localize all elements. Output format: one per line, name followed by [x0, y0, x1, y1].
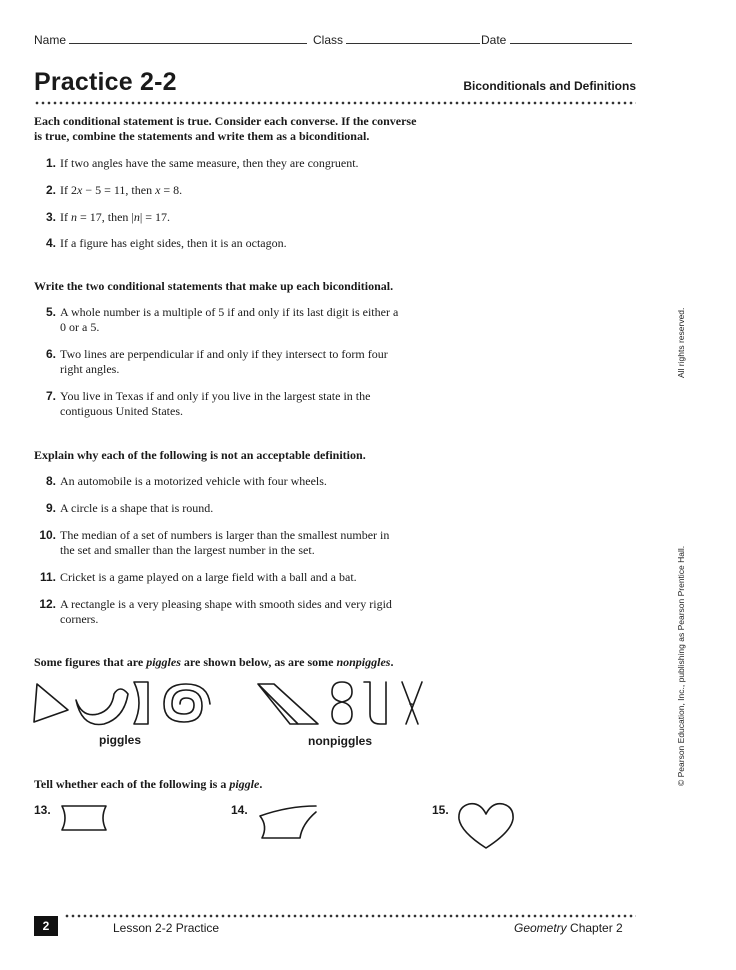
question-14-figure [254, 804, 320, 844]
piggles-figures [30, 678, 220, 730]
date-label: Date [481, 33, 507, 47]
name-blank [69, 32, 307, 44]
footer-lesson: Lesson 2-2 Practice [113, 921, 220, 935]
section1-instruction: Each conditional statement is true. Consider each converse. If the converse is true, combine the statements and write them as a biconditional. [34, 114, 417, 143]
footer-divider [64, 913, 636, 919]
date-blank [510, 32, 632, 44]
nonpiggles-figures [252, 678, 436, 730]
class-blank [346, 32, 480, 44]
question-13-figure [58, 804, 112, 832]
name-field [34, 32, 307, 47]
piggles-label: piggles [99, 733, 142, 747]
nonpiggle-x [402, 682, 422, 724]
piggle-bracket [134, 682, 148, 724]
section3-instruction: Explain why each of the following is not an acceptable definition. [34, 448, 366, 462]
piggle-curve [76, 689, 128, 725]
section4-instruction: Some figures that are piggles are shown below, as are some nonpiggles. [34, 655, 394, 669]
piggle-triangle [34, 684, 68, 722]
date-field [481, 32, 632, 47]
rights-reserved: All rights reserved. [676, 307, 686, 378]
question-13-number: 13. [34, 803, 51, 817]
name-label: Name [34, 33, 67, 47]
section5-instruction: Tell whether each of the following is a piggle. [34, 777, 263, 791]
nonpiggle-bracket [364, 682, 386, 724]
page-subtitle: Biconditionals and Definitions [463, 79, 636, 93]
title-divider [34, 100, 636, 106]
page-title: Practice 2-2 [34, 68, 177, 96]
class-field [313, 32, 480, 47]
page-number: 2 [34, 916, 58, 936]
copyright-notice: © Pearson Education, Inc., publishing as Pearson Prentice Hall. [676, 545, 686, 786]
question-15-figure [456, 802, 516, 852]
section2-instruction: Write the two conditional statements that make up each biconditional. [34, 279, 394, 293]
piggle-spiral [164, 684, 210, 722]
question-15-number: 15. [432, 803, 449, 817]
question-14-number: 14. [231, 803, 248, 817]
nonpiggles-label: nonpiggles [308, 734, 372, 748]
footer-book: Geometry Chapter 2 [514, 921, 623, 935]
nonpiggle-triangle [258, 684, 318, 724]
class-label: Class [313, 33, 344, 47]
nonpiggle-eight [332, 682, 352, 724]
